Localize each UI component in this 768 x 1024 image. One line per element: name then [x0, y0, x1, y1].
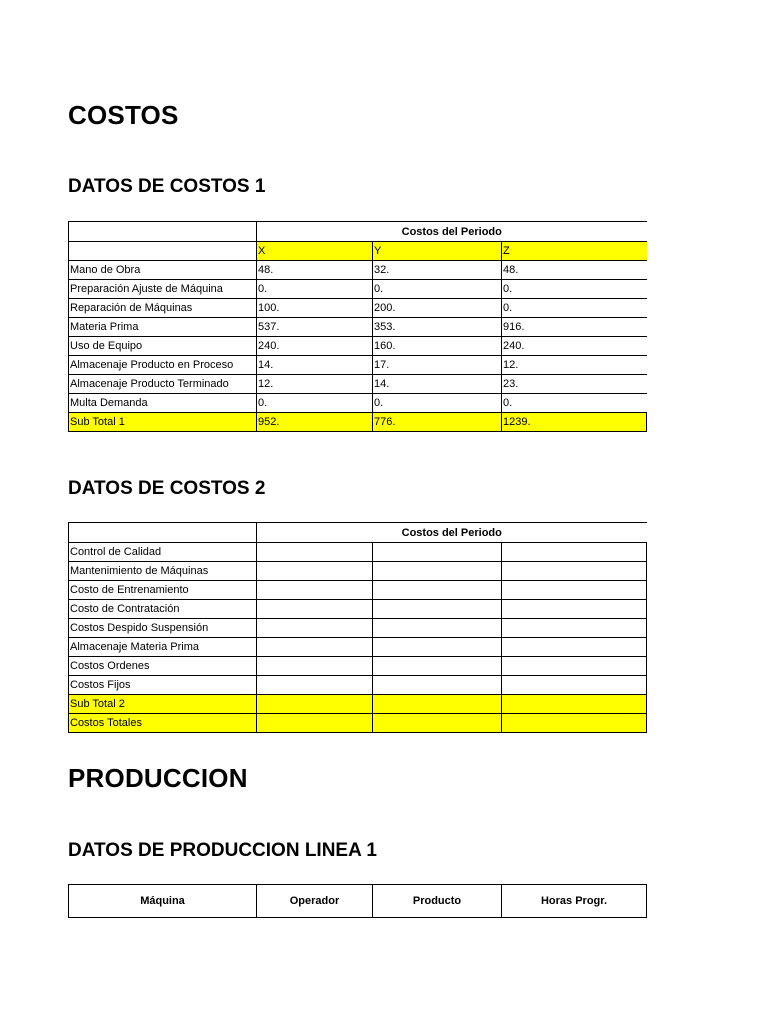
total-y [373, 714, 502, 733]
table-row [69, 261, 647, 280]
column-header-z: Z [502, 242, 647, 261]
costos1-group-header-row [69, 222, 647, 242]
cell-z: 240. [502, 337, 647, 356]
cell-y [373, 657, 502, 676]
row-label: Costo de Contratación [69, 600, 257, 619]
cell-y: 200. [373, 299, 502, 318]
cell-y [373, 638, 502, 657]
table-row [69, 600, 647, 619]
subtotal-y: 776. [373, 413, 502, 432]
table-cell [69, 222, 257, 242]
table-row [69, 619, 647, 638]
cell-y [373, 676, 502, 695]
cell-y [373, 619, 502, 638]
row-label: Costos Despido Suspensión [69, 619, 257, 638]
subtotal-label: Sub Total 1 [69, 413, 257, 432]
table-row [69, 581, 647, 600]
cell-z [502, 543, 647, 562]
cell-x: 14. [257, 356, 373, 375]
table-row [69, 562, 647, 581]
cell-z [502, 600, 647, 619]
row-label: Multa Demanda [69, 394, 257, 413]
costos1-title: DATOS DE COSTOS 1 [68, 176, 266, 197]
row-label: Mano de Obra [69, 261, 257, 280]
row-label: Uso de Equipo [69, 337, 257, 356]
total-x [257, 714, 373, 733]
row-label: Costo de Entrenamiento [69, 581, 257, 600]
table-row [69, 299, 647, 318]
subtotal-x: 952. [257, 413, 373, 432]
costos1-column-header-row [69, 242, 647, 261]
cell-z: 916. [502, 318, 647, 337]
table-row [69, 657, 647, 676]
costos2-title: DATOS DE COSTOS 2 [68, 478, 266, 499]
cell-x [257, 562, 373, 581]
cell-y: 160. [373, 337, 502, 356]
row-label: Reparación de Máquinas [69, 299, 257, 318]
cell-z [502, 619, 647, 638]
produccion1-header-row [69, 885, 647, 918]
cell-z [502, 657, 647, 676]
cell-y: 353. [373, 318, 502, 337]
cell-y [373, 562, 502, 581]
cell-y: 17. [373, 356, 502, 375]
cell-z [502, 676, 647, 695]
table-row [69, 375, 647, 394]
costos-title: COSTOS [68, 100, 179, 130]
row-label: Almacenaje Producto en Proceso [69, 356, 257, 375]
column-header-maquina: Máquina [69, 885, 257, 918]
cell-z: 0. [502, 280, 647, 299]
cell-x: 240. [257, 337, 373, 356]
subtotal-z: 1239. [502, 413, 647, 432]
total-label: Costos Totales [69, 714, 257, 733]
table-row [69, 394, 647, 413]
cell-y: 0. [373, 280, 502, 299]
cell-x [257, 638, 373, 657]
cell-x [257, 619, 373, 638]
cell-z [502, 562, 647, 581]
column-header-producto: Producto [373, 885, 502, 918]
cell-z [502, 581, 647, 600]
column-header-y: Y [373, 242, 502, 261]
cell-y [373, 543, 502, 562]
column-header-x: X [257, 242, 373, 261]
cell-x: 0. [257, 280, 373, 299]
cell-x: 12. [257, 375, 373, 394]
row-label: Almacenaje Producto Terminado [69, 375, 257, 394]
row-label: Materia Prima [69, 318, 257, 337]
table-row [69, 543, 647, 562]
cell-y [373, 581, 502, 600]
row-label: Preparación Ajuste de Máquina [69, 280, 257, 299]
table-row [69, 337, 647, 356]
row-label: Costos Fijos [69, 676, 257, 695]
subtotal-z [502, 695, 647, 714]
subtotal-row [69, 413, 647, 432]
cell-x [257, 657, 373, 676]
row-label: Almacenaje Materia Prima [69, 638, 257, 657]
cell-z: 12. [502, 356, 647, 375]
produccion1-table [68, 884, 647, 918]
subtotal-row [69, 695, 647, 714]
cell-y: 32. [373, 261, 502, 280]
subtotal-y [373, 695, 502, 714]
total-z [502, 714, 647, 733]
cell-y: 0. [373, 394, 502, 413]
row-label: Mantenimiento de Máquinas [69, 562, 257, 581]
cell-z: 0. [502, 299, 647, 318]
table-cell [69, 242, 257, 261]
total-row [69, 714, 647, 733]
table-row [69, 676, 647, 695]
cell-x: 100. [257, 299, 373, 318]
cell-x: 48. [257, 261, 373, 280]
cell-y [373, 600, 502, 619]
table-row [69, 356, 647, 375]
produccion-title: PRODUCCION [68, 763, 248, 793]
cell-z: 0. [502, 394, 647, 413]
costos1-group-header: Costos del Periodo [257, 222, 647, 242]
cell-x [257, 600, 373, 619]
costos2-group-header: Costos del Periodo [257, 523, 647, 543]
row-label: Costos Ordenes [69, 657, 257, 676]
row-label: Control de Calidad [69, 543, 257, 562]
column-header-operador: Operador [257, 885, 373, 918]
cell-x: 0. [257, 394, 373, 413]
table-cell [69, 523, 257, 543]
cell-x: 537. [257, 318, 373, 337]
cell-x [257, 676, 373, 695]
table-row [69, 638, 647, 657]
costos2-group-header-row [69, 523, 647, 543]
costos2-table [68, 522, 647, 733]
cell-x [257, 581, 373, 600]
cell-z: 23. [502, 375, 647, 394]
cell-z [502, 638, 647, 657]
cell-x [257, 543, 373, 562]
table-row [69, 318, 647, 337]
produccion1-title: DATOS DE PRODUCCION LINEA 1 [68, 840, 377, 861]
cell-z: 48. [502, 261, 647, 280]
subtotal-x [257, 695, 373, 714]
column-header-horas: Horas Progr. [502, 885, 647, 918]
subtotal-label: Sub Total 2 [69, 695, 257, 714]
table-row [69, 280, 647, 299]
cell-y: 14. [373, 375, 502, 394]
costos1-table [68, 221, 647, 432]
